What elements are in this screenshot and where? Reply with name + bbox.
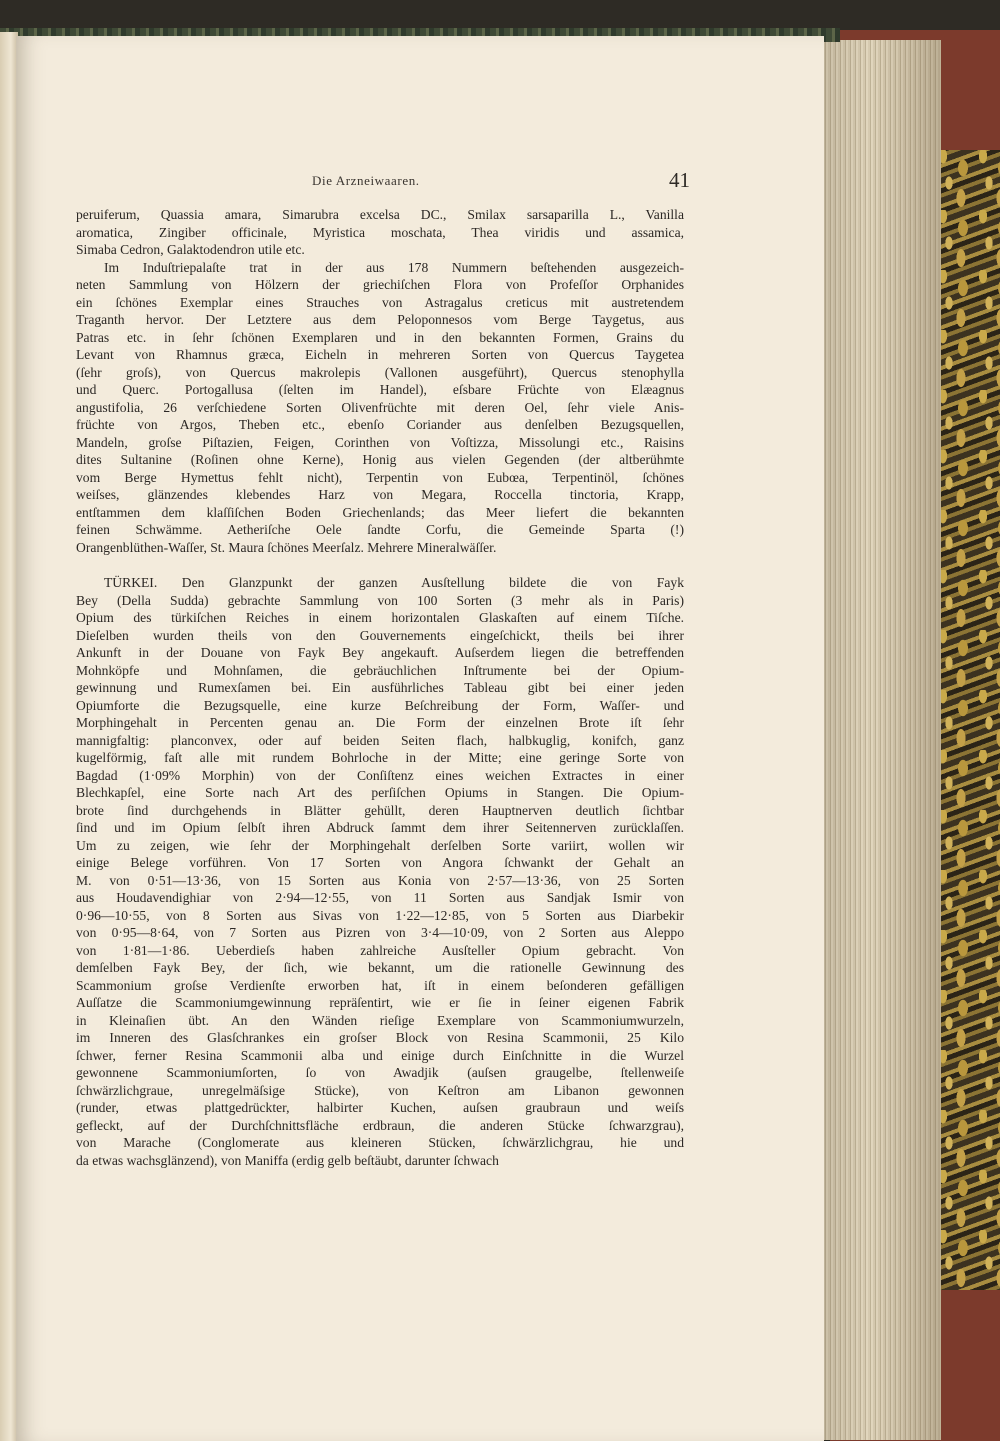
text-line: kugelförmig, faſt alle mit rundem Bohrloche in der Mitte; eine geringe Sorte von — [76, 750, 684, 765]
text-line: ſchwer, ferner Resina Scammonii alba und einige durch Einſchnitte in die Wurzel — [76, 1047, 684, 1063]
text-line: Traganth hervor. Der Letztere aus dem Peloponnesos vom Berge Taygetus, aus — [76, 312, 684, 327]
page-body — [76, 206, 684, 1169]
text-line: Opium des türkiſchen Reiches in einem horizontalen Glaskaſten auf einem Tiſche. — [76, 610, 684, 625]
text-line: Blechkapſel, eine Sorte nach Art des perſiſchen Opiums in Stangen. Die Opium- — [76, 785, 684, 800]
text-line: Levant von Rhamnus græca, Eicheln in mehreren Sorten von Quercus Taygetea — [76, 347, 684, 362]
text-line: TÜRKEI. Den Glanzpunkt der ganzen Ausſtellung bildete die von Fayk — [104, 575, 684, 590]
text-line: peruiferum, Quassia amara, Simarubra excelsa DC., Smilax sarsaparilla L., Vanilla — [76, 207, 684, 222]
text-line: Um zu zeigen, wie ſehr der Morphingehalt derſelben Sorte variirt, wollen wir — [76, 837, 684, 853]
text-line: gewinnung und Rumexſamen bei. Ein ausführliches Tableau gibt bei einer jeden — [76, 680, 684, 695]
text-line: gewonnene Scammoniumſorten, ſo von Awadjik (auſsen graugelbe, ſtellenweiſe — [76, 1065, 684, 1080]
text-line: ſind und im Opium ſelbſt ihren Abdruck ſammt dem ihrer Seitennerven zurücklaſſen. — [76, 820, 684, 835]
text-line: Patras etc. in ſehr ſchönen Exemplaren und in den bekannten Formen, Grains du — [76, 329, 684, 345]
text-line: von Marache (Conglomerate aus kleineren Stücken, ſchwärzlichgrau, hie und — [76, 1135, 684, 1150]
text-line: Bagdad (1·09% Morphin) von der Conſiſtenz eines weichen Extractes in einer — [76, 767, 684, 783]
text-line: Im Induſtriepalaſte trat in der aus 178 Nummern beſtehenden ausgezeich- — [104, 259, 684, 275]
text-line: und Querc. Portogallusa (ſelten im Handel), eſsbare Früchte von Elæagnus — [76, 382, 684, 397]
text-line: da etwas wachsglänzend), von Maniffa (erdig gelb beſtäubt, darunter ſchwach — [76, 1152, 499, 1168]
page-number: 41 — [669, 168, 690, 192]
text-line: einige Belege vorführen. Von 17 Sorten von Angora ſchwankt der Gehalt an — [76, 855, 684, 870]
text-line: Auſſatze die Scammoniumgewinnung repräſentirt, wie er ſie in ſeiner eigenen Fabrik — [76, 995, 684, 1010]
text-line: 0·96—10·55, von 8 Sorten aus Sivas von 1·22—12·85, von 5 Sorten aus Diarbekir — [76, 907, 684, 923]
text-line: vom Berge Hymettus fehlt nicht), Terpentin von Eubœa, Terpentinöl, ſchönes — [76, 469, 684, 485]
section-gap — [76, 556, 684, 574]
text-line: Ankunft in der Douane von Fayk Bey angekauft. Auſserdem liegen die betreffenden — [76, 645, 684, 660]
text-line: aus Houdavendighiar von 2·94—12·55, von 11 Sorten aus Sandjak Ismir von — [76, 890, 684, 905]
text-line: von 1·81—1·86. Ueberdieſs haben zahlreiche Ausſteller Opium gebracht. Von — [76, 942, 684, 958]
text-line: Morphingehalt in Percenten genau an. Die Form der einzelnen Brote iſt ſehr — [76, 715, 684, 730]
text-line: Dieſelben wurden theils von den Gouvernements eingeſchickt, theils bei ihrer — [76, 627, 684, 643]
text-line: entſtammen dem klaſſiſchen Boden Griechenlands; das Meer liefert die bekannten — [76, 504, 684, 520]
page-edges-shade — [822, 40, 940, 1440]
text-line: brote ſind durchgehends in Blätter gehüllt, deren Hauptnerven deutlich ſichtbar — [76, 802, 684, 818]
text-line: ein ſchönes Exemplar eines Strauches von Astragalus creticus mit austretendem — [76, 294, 684, 310]
text-line: mannigfaltig: planconvex, oder auf beiden Seiten flach, halbkuglig, konifch, ganz — [76, 732, 684, 748]
text-line: gefleckt, auf der Durchſchnittsfläche erdbraun, die anderen Stücke ſchwarzgrau), — [76, 1117, 684, 1133]
text-line: Mandeln, groſse Piſtazien, Feigen, Corinthen von Voſtizza, Missolungi etc., Raisins — [76, 434, 684, 450]
text-line: Mohnköpfe und Mohnſamen, die gebräuchlichen Inſtrumente bei der Opium- — [76, 662, 684, 678]
paragraph-1 — [76, 206, 684, 259]
page-header — [300, 168, 690, 194]
text-line: von 0·95—8·64, von 7 Sorten aus Pizren von 3·4—10·09, von 2 Sorten aus Aleppo — [76, 925, 684, 940]
text-line: angustifolia, 26 verſchiedene Sorten Olivenfrüchte mit deren Oel, ſehr viele Anis- — [76, 399, 684, 415]
text-line: neten Sammlung von Hölzern der griechiſchen Flora von Profeſſor Orphanides — [76, 277, 684, 292]
text-line: feinen Schwämme. Aetheriſche Oele ſandte Corfu, die Gemeinde Sparta (!) — [76, 522, 684, 537]
text-line: Simaba Cedron, Galaktodendron utile etc. — [76, 242, 305, 257]
text-line: weiſses, glänzendes klebendes Harz von Megara, Roccella tinctoria, Krapp, — [76, 487, 684, 502]
marbled-endpaper — [935, 150, 1000, 1290]
text-line: aromatica, Zingiber officinale, Myristica moschata, Thea viridis und assamica, — [76, 224, 684, 240]
text-line: früchte von Argos, Theben etc., ebenſo Coriander aus denſelben Bezugsquellen, — [76, 417, 684, 432]
text-line: Opiumforte die Bezugsquelle, eine kurze Beſchreibung der Form, Waſſer- und — [76, 697, 684, 713]
paragraph-turkei — [76, 574, 684, 1169]
paragraph-2 — [76, 259, 684, 557]
text-line: Orangenblüthen-Waſſer, St. Maura ſchönes Meerſalz. Mehrere Mineralwäſſer. — [76, 539, 497, 555]
running-title: Die Arzneiwaaren. — [312, 173, 420, 188]
text-line: im Inneren des Glasſchrankes ein groſser Block von Resina Scammonii, 25 Kilo — [76, 1030, 684, 1045]
text-line: dites Sultanine (Roſinen ohne Kerne), Honig aus vielen Gegenden (der altberühmte — [76, 452, 684, 467]
text-line: (runder, etwas plattgedrückter, halbirter Kuchen, auſsen graubraun und weiſs — [76, 1100, 684, 1115]
text-line: (ſehr groſs), von Quercus makrolepis (Vallonen ausgeführt), Quercus stenophylla — [76, 364, 684, 380]
text-line: in Kleinaſien übt. An den Wänden rieſige Exemplare von Scammoniumwurzeln, — [76, 1012, 684, 1028]
text-line: Bey (Della Sudda) gebrachte Sammlung von 100 Sorten (3 mehr als in Paris) — [76, 592, 684, 608]
text-line: Scammonium groſse Verdienſte erworben hat, iſt in einem beſonderen gefälligen — [76, 977, 684, 993]
text-line: M. von 0·51—13·36, von 15 Sorten aus Konia von 2·57—13·36, von 25 Sorten — [76, 872, 684, 888]
text-line: demſelben Fayk Bey, der ſich, wie bekannt, um die rationelle Gewinnung des — [76, 960, 684, 975]
text-line: ſchwärzlichgraue, unregelmäſsige Stücke), von Keſtron am Libanon gewonnen — [76, 1082, 684, 1098]
